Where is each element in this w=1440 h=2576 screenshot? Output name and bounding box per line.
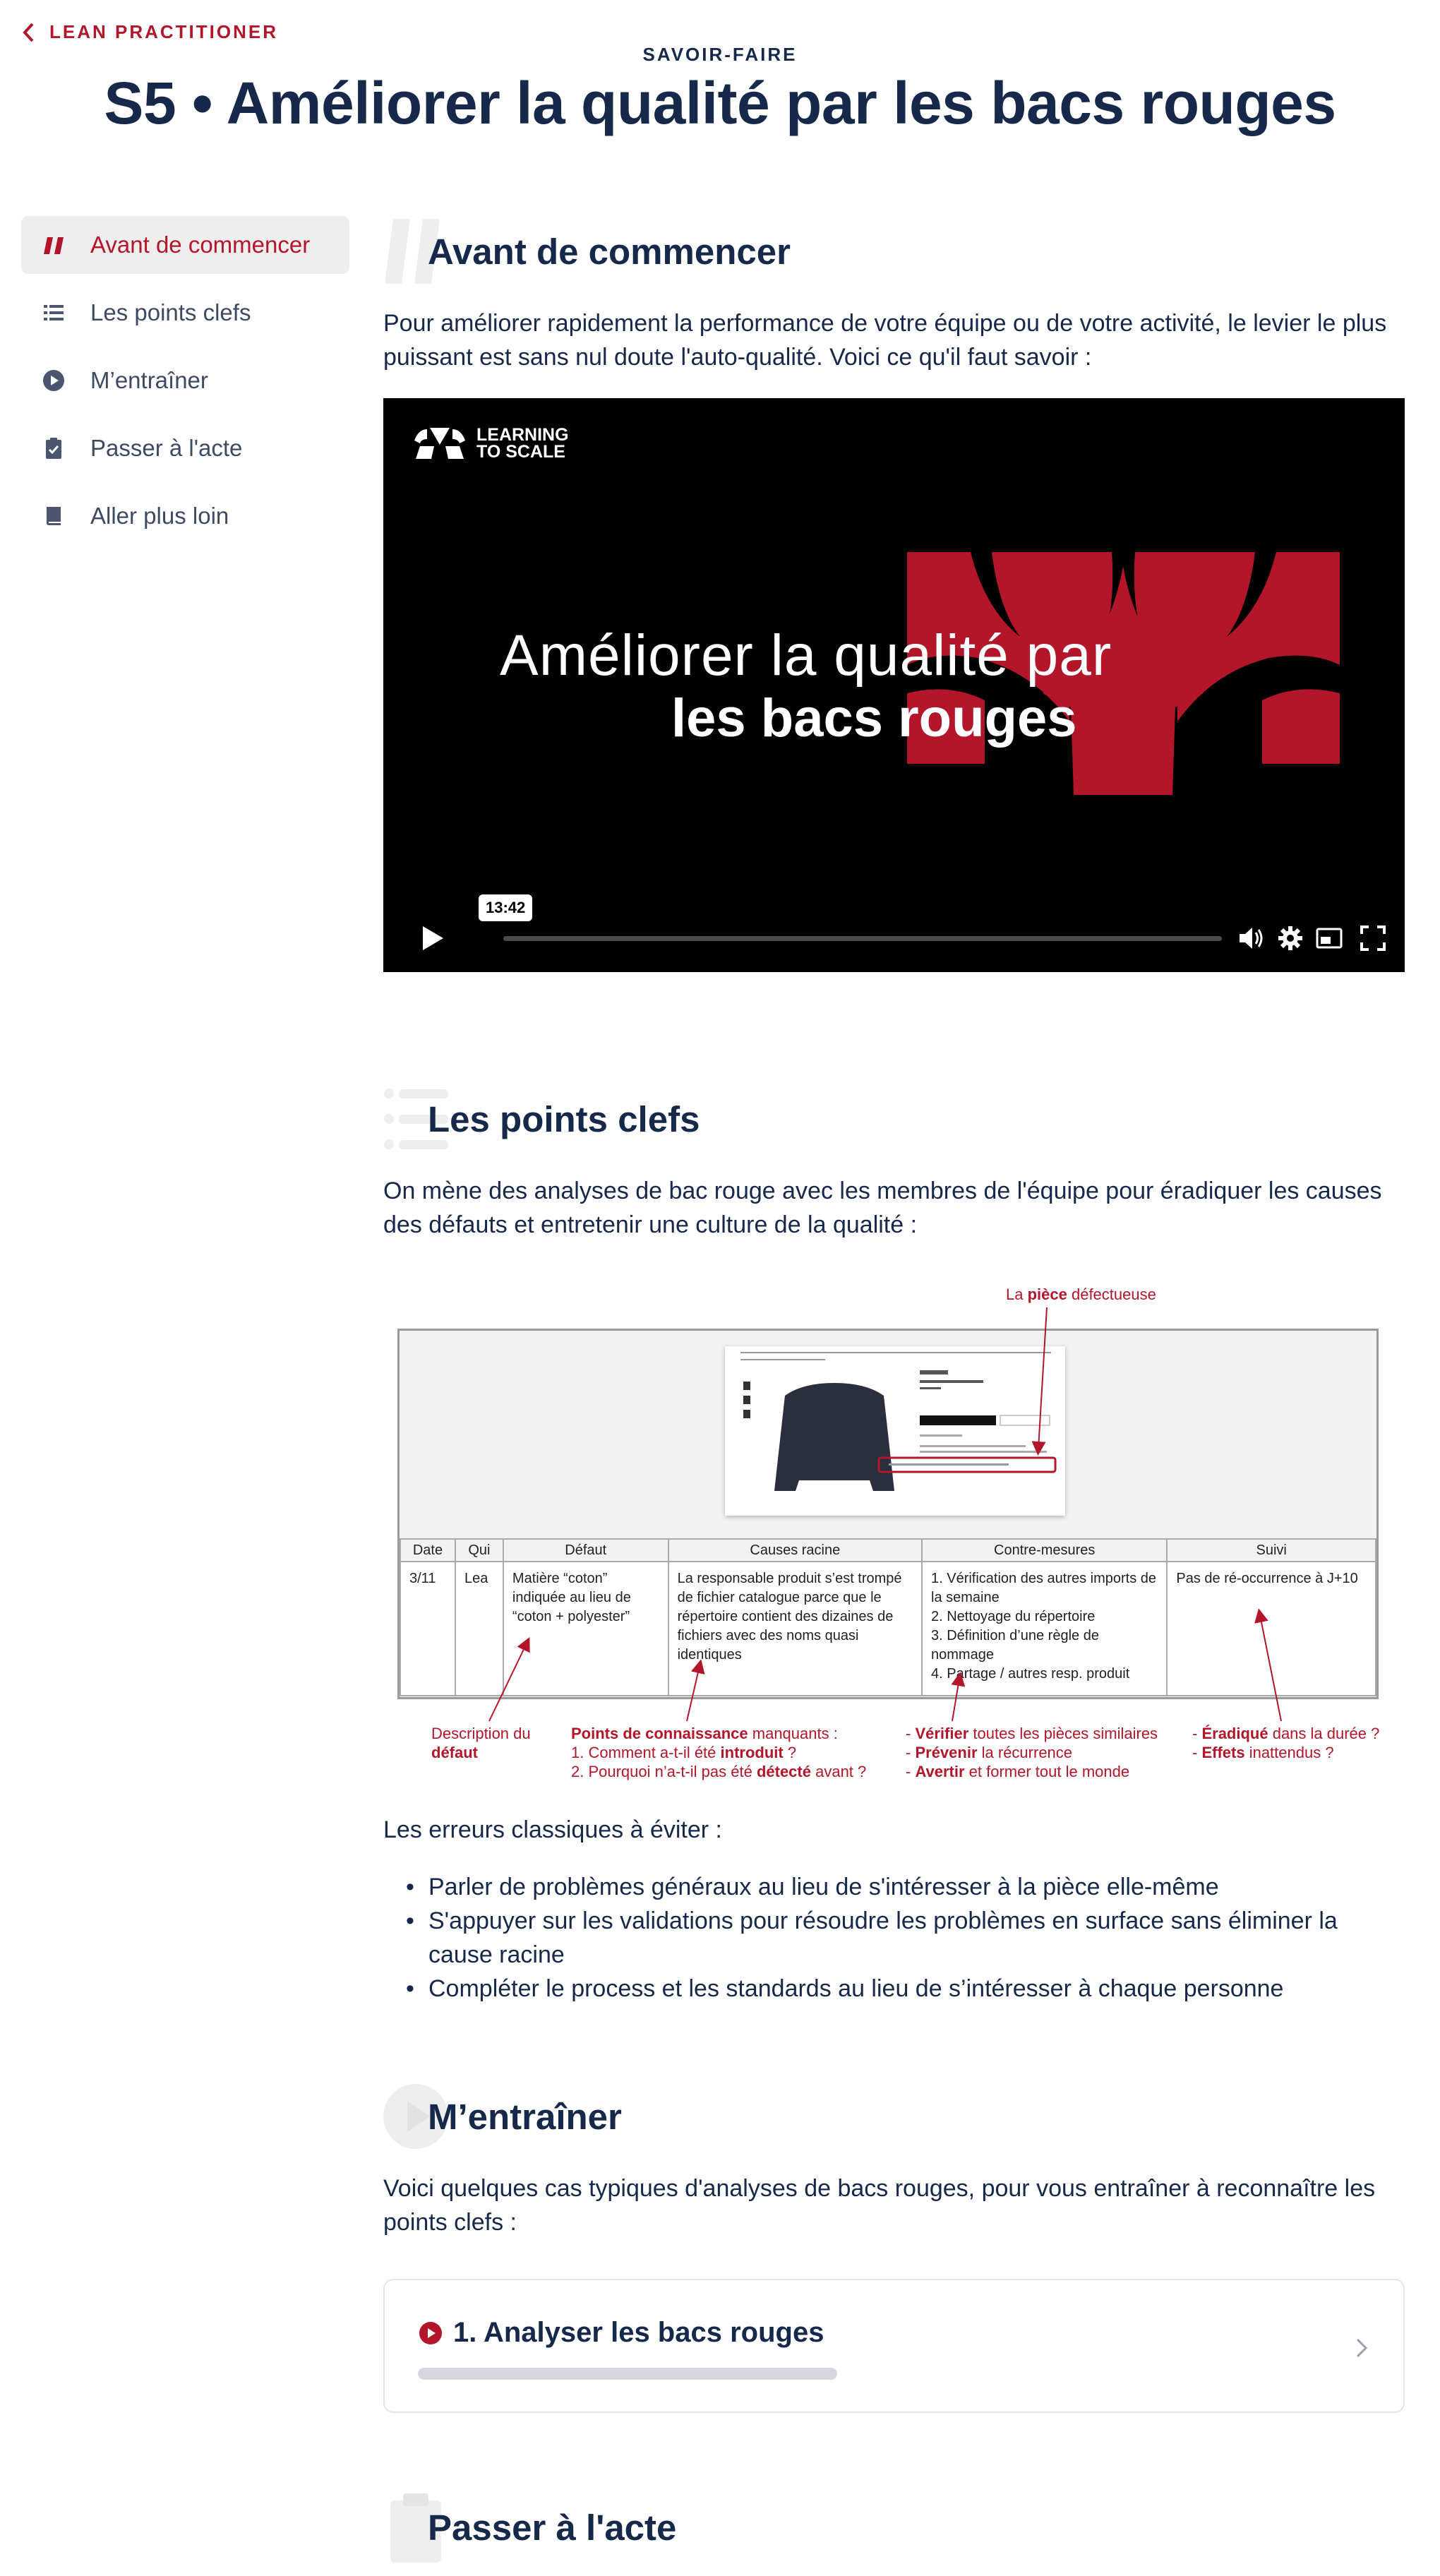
video-brand-logo: [413, 426, 569, 460]
sidebar-item-label: Passer à l'acte: [90, 435, 243, 461]
column-header: Qui: [455, 1539, 503, 1562]
pip-icon[interactable]: [1315, 924, 1343, 952]
video-time-tooltip: 13:42: [479, 894, 532, 921]
page-title: S5 • Améliorer la qualité par les bacs rouges: [104, 70, 1336, 136]
cell-suivi: Pas de ré-occurrence à J+10: [1167, 1562, 1376, 1696]
sidebar-item-label: Aller plus loin: [90, 503, 229, 529]
volume-icon[interactable]: [1237, 924, 1265, 952]
intro-text: Pour améliorer rapidement la performance de votre équipe ou de votre activité, le levier le plus puissant est sans nul doute l'auto-qualité. Voici ce qu'il faut savoir :: [383, 310, 1387, 371]
annotation-knowledge-points: Points de connaissance manquants : 1. Comment a-t-il été introduit ? 2. Pourquoi n’a-t-il pas été détecté avant ?: [571, 1725, 867, 1780]
table-row: [400, 1562, 1376, 1696]
list-item: • S'appuyer sur les validations pour résoudre les problèmes en surface sans éliminer la cause racine: [406, 1904, 1394, 1972]
errors-list: [406, 1870, 1394, 2006]
list-item: • Compléter le process et les standards au lieu de s’intéresser à chaque personne: [406, 1972, 1394, 2006]
video-brand-line2: TO SCALE: [476, 442, 565, 462]
section-header-points: [383, 1084, 700, 1154]
analysis-table: [400, 1538, 1376, 1696]
video-title-line2: les bacs rouges: [671, 688, 1077, 748]
annotation-defaut: Description du défaut: [431, 1725, 531, 1761]
exercise-card[interactable]: [383, 2279, 1405, 2413]
column-header: Causes racine: [668, 1539, 922, 1562]
entrainer-text: Voici quelques cas typiques d'analyses de bacs rouges, pour vous entraîner à reconnaître les points clefs :: [383, 2175, 1376, 2236]
exercise-card-title: 1. Analyser les bacs rouges: [453, 2317, 824, 2348]
annotation-countermeasures: - Vérifier toutes les pièces similaires - Prévenir la récurrence - Avertir et former tout le monde: [906, 1725, 1158, 1780]
quote-icon: [41, 232, 66, 258]
section-title-points: Les points clefs: [428, 1098, 700, 1139]
book-icon: [41, 503, 66, 529]
sidebar-item-points[interactable]: [21, 284, 349, 342]
sidebar-item-entrainer[interactable]: [21, 352, 349, 409]
eyebrow: SAVOIR-FAIRE: [642, 44, 798, 65]
exercise-progress-bar: [418, 2368, 837, 2380]
fullscreen-icon[interactable]: [1359, 924, 1387, 952]
list-icon: [41, 300, 66, 325]
section-header-avant: [383, 216, 791, 287]
play-circle-icon: [41, 368, 66, 393]
section-title-entrainer: M’entraîner: [428, 2096, 622, 2137]
column-header: Date: [400, 1539, 455, 1562]
errors-intro: Les erreurs classiques à éviter :: [383, 1816, 722, 1843]
section-header-entrainer: [383, 2081, 622, 2152]
annotation-defective-part: La pièce défectueuse: [1006, 1286, 1156, 1303]
back-link-label: LEAN PRACTITIONER: [49, 21, 278, 42]
sidebar-nav: [21, 216, 349, 555]
points-text: On mène des analyses de bac rouge avec les membres de l'équipe pour éradiquer les causes des défauts et entretenir une culture de la qualité :: [383, 1178, 1382, 1238]
section-title-avant: Avant de commencer: [428, 231, 791, 272]
video-brand-line1: LEARNING: [476, 425, 569, 445]
video-player[interactable]: [383, 398, 1405, 972]
chevron-right-icon: [1354, 2335, 1369, 2361]
play-circle-icon: [418, 2320, 443, 2346]
sidebar-item-avant[interactable]: [21, 216, 349, 274]
column-header: Défaut: [503, 1539, 668, 1562]
analysis-sheet: [397, 1329, 1379, 1699]
play-icon[interactable]: [420, 924, 445, 952]
cell-date: 3/11: [400, 1562, 455, 1696]
sidebar-item-label: M’entraîner: [90, 367, 208, 393]
column-header: Suivi: [1167, 1539, 1376, 1562]
cell-defaut: Matière “coton” indiquée au lieu de “coton + polyester”: [503, 1562, 668, 1696]
cell-causes: La responsable produit s’est trompé de fichier catalogue parce que le répertoire contient des dizaines de fichiers avec des noms quasi identiques: [668, 1562, 922, 1696]
sidebar-item-loin[interactable]: [21, 487, 349, 545]
cell-contre-mesures: 1. Vérification des autres imports de la semaine 2. Nettoyage du répertoire 3. Définition d’une règle de nommage 4. Partage / autres resp. produit: [922, 1562, 1167, 1696]
cell-qui: Lea: [455, 1562, 503, 1696]
section-title-acte: Passer à l'acte: [428, 2507, 677, 2548]
section-header-acte: [383, 2492, 676, 2563]
sidebar-item-label: Les points clefs: [90, 299, 251, 325]
bac-rouge-diagram: [397, 1285, 1393, 1793]
annotation-suivi: - Éradiqué dans la durée ? - Effets inattendus ?: [1192, 1725, 1380, 1761]
chevron-left-icon: [21, 22, 37, 43]
learning-to-scale-logo-icon: [413, 426, 467, 460]
back-link[interactable]: [21, 21, 278, 43]
settings-icon[interactable]: [1276, 924, 1304, 952]
video-progress-track[interactable]: [503, 936, 1222, 941]
video-title-line1: Améliorer la qualité par: [500, 623, 1112, 688]
product-page-mockup: [725, 1346, 1065, 1516]
sidebar-item-acte[interactable]: [21, 419, 349, 477]
sidebar-item-label: Avant de commencer: [90, 232, 311, 258]
clipboard-icon: [41, 436, 66, 461]
list-item: • Parler de problèmes généraux au lieu de s'intéresser à la pièce elle-même: [406, 1870, 1394, 1904]
column-header: Contre-mesures: [922, 1539, 1167, 1562]
